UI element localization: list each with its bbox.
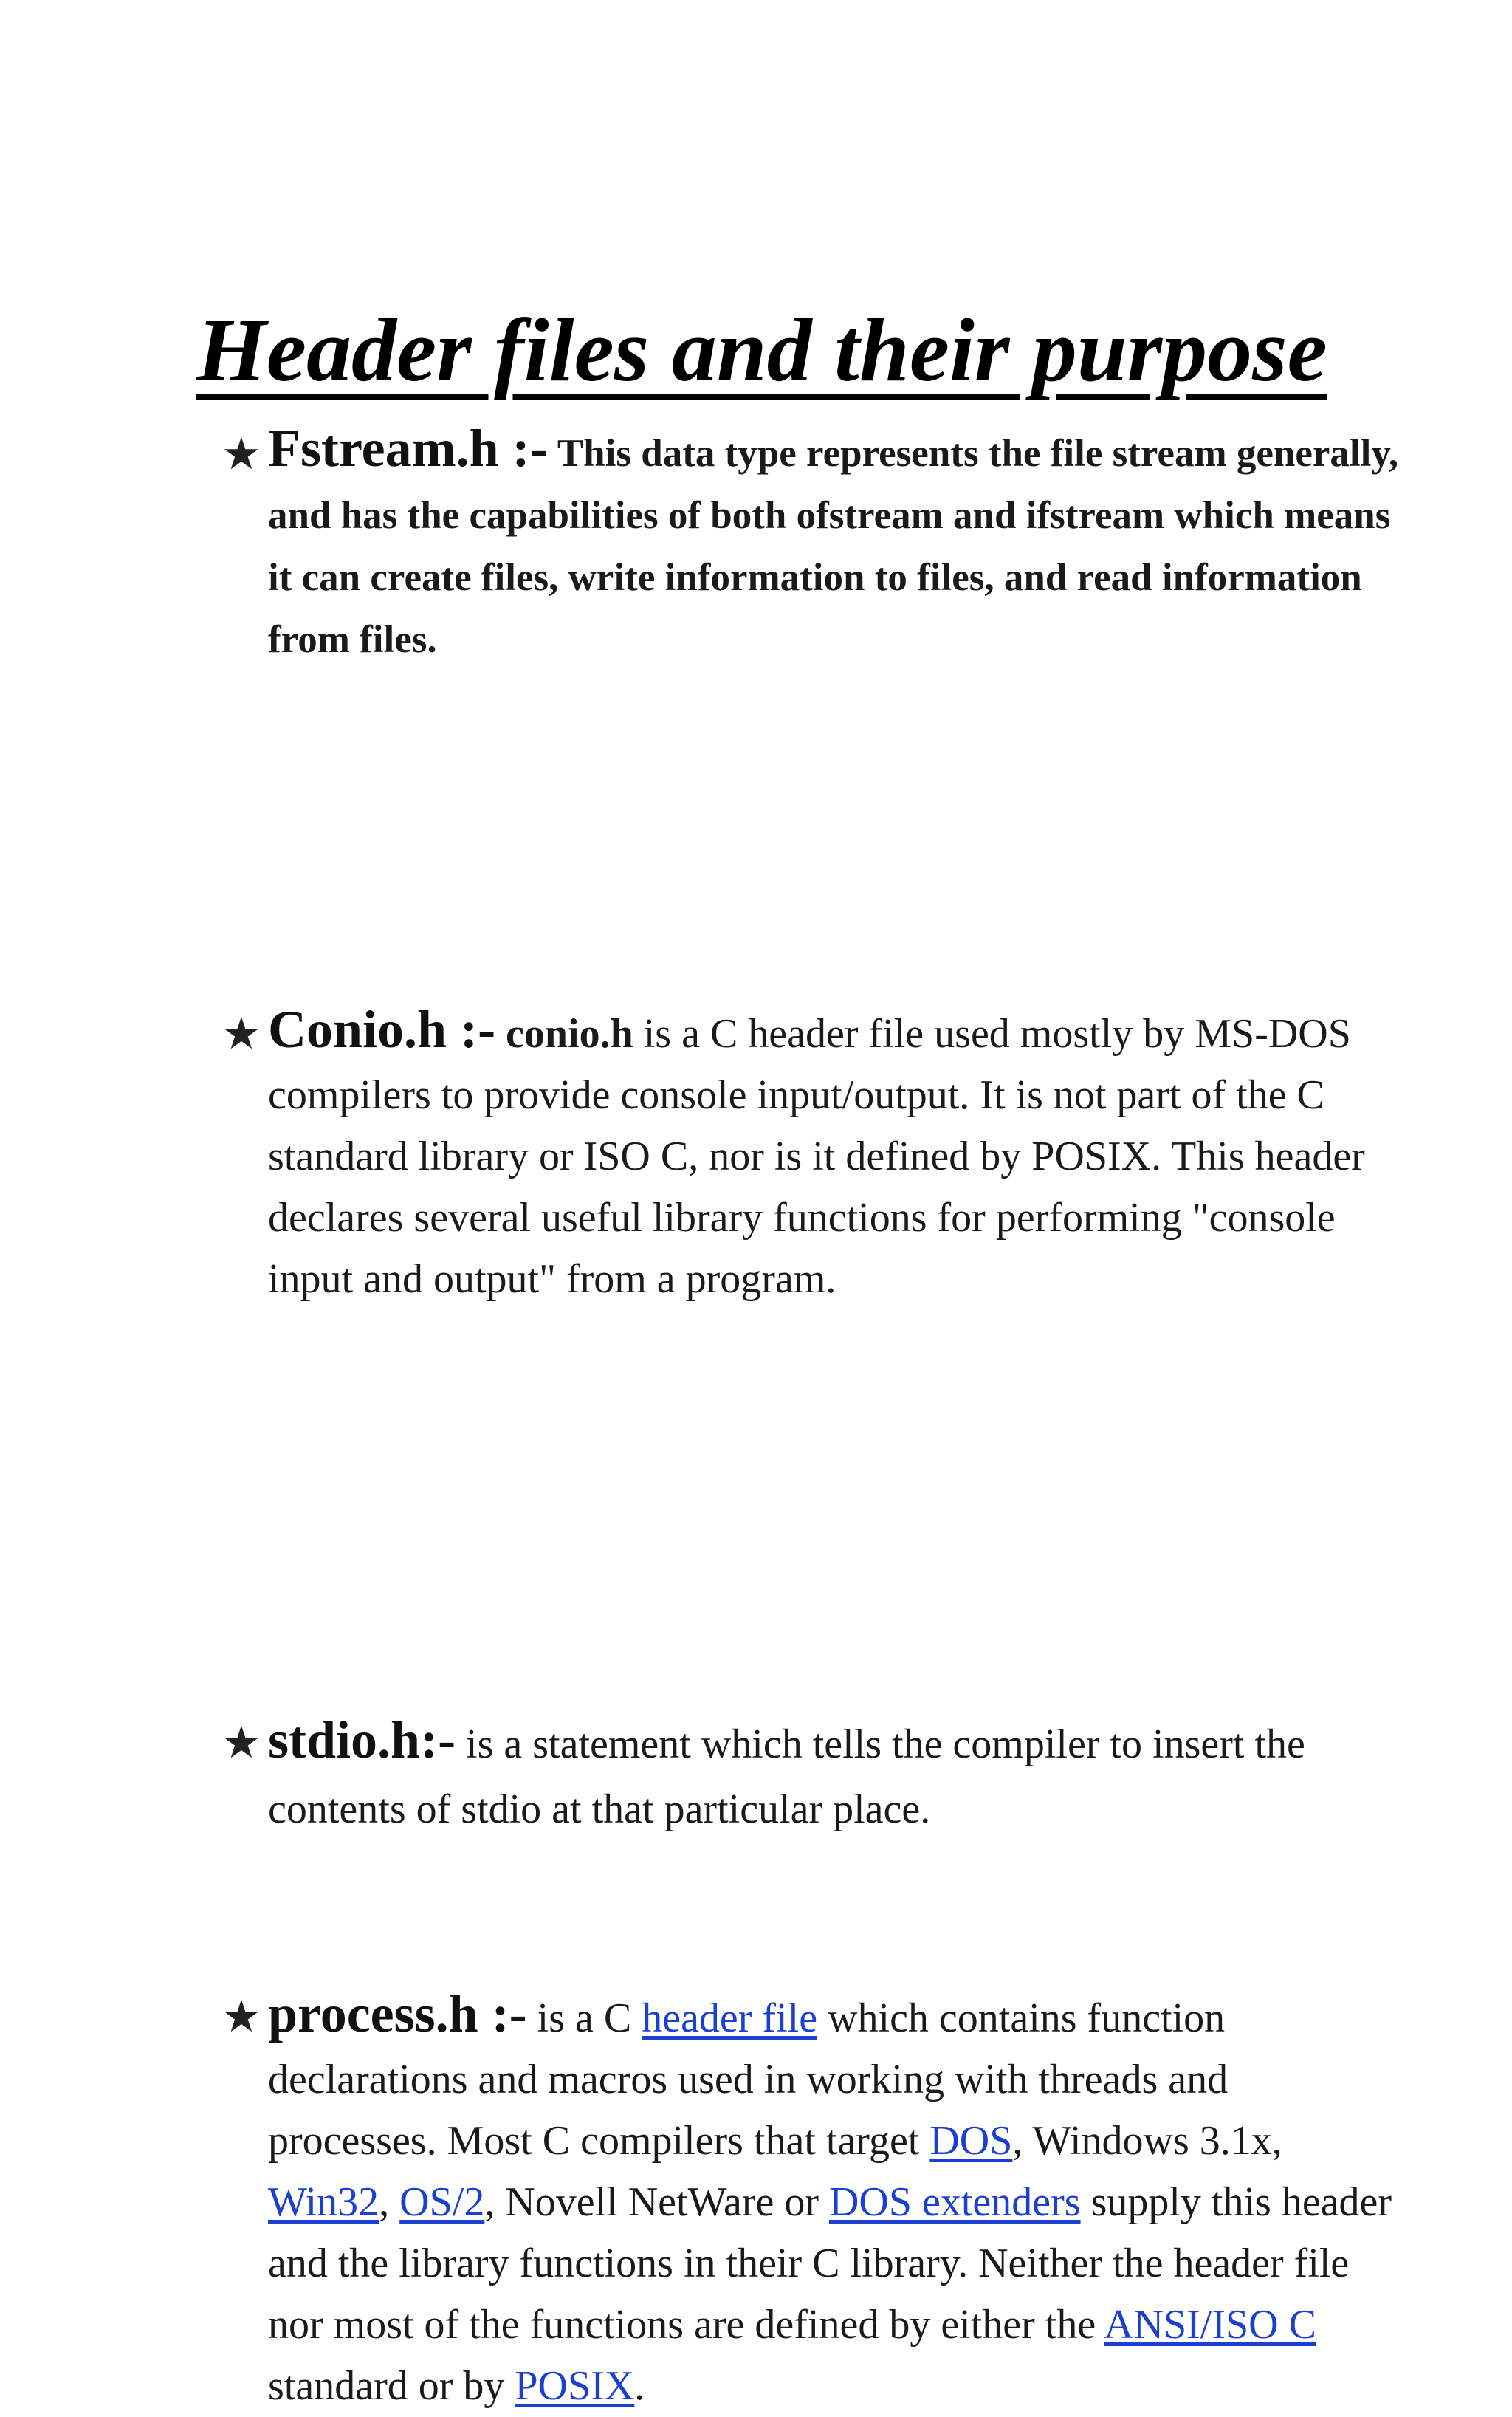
- item-text-segment: , Novell NetWare or: [484, 2179, 819, 2225]
- item-description: This data type represents the file stream generally, and has the capabilities of both ofstream and ifstream which means it can create files, write information to files, and read information from files.: [268, 432, 1399, 661]
- item-text-segment: .: [634, 2363, 645, 2409]
- item-text-segment: which contains function declarations and macros used in working with threads and processes. Most C compilers that target: [268, 1995, 1228, 2164]
- link-ansi-iso-c[interactable]: ANSI/ISO C: [1104, 2302, 1316, 2348]
- item-description: is a statement which tells the compiler to insert the contents of stdio at that particular place.: [268, 1721, 1305, 1832]
- star-bullet-icon: ★: [221, 1991, 261, 2043]
- item-text-segment: ,: [379, 2179, 390, 2225]
- list-item-stdio: [221, 1707, 1405, 1842]
- list-item-process: [221, 1984, 1405, 2417]
- link-os2[interactable]: OS/2: [399, 2179, 485, 2225]
- link-dos-extenders[interactable]: DOS extenders: [828, 2179, 1081, 2225]
- item-text-segment: is a C: [537, 1995, 632, 2041]
- item-text-segment: standard or by: [268, 2363, 505, 2409]
- item-term: Fstream.h :-: [268, 419, 548, 478]
- star-bullet-icon: ★: [221, 1717, 261, 1769]
- link-posix[interactable]: POSIX: [515, 2363, 635, 2409]
- page-title: Header files and their purpose: [196, 301, 1327, 400]
- item-term: Conio.h :-: [268, 1000, 496, 1059]
- item-term: stdio.h:-: [268, 1710, 456, 1769]
- link-dos[interactable]: DOS: [929, 2118, 1013, 2164]
- item-lead: conio.h: [506, 1011, 633, 1057]
- star-bullet-icon: ★: [221, 1008, 261, 1060]
- item-description: is a C header file used mostly by MS-DOS compilers to provide console input/output. It is not part of the C standard library or ISO C, nor is it defined by POSIX. This header declares several useful library functions for performing "console input and output" from a program.: [268, 1011, 1365, 1302]
- item-text-segment: , Windows 3.1x,: [1012, 2118, 1282, 2164]
- star-bullet-icon: ★: [221, 428, 261, 480]
- link-win32[interactable]: Win32: [268, 2179, 379, 2225]
- item-text-segment: supply this header and the library functions in their C library. Neither the header file nor most of the functions are defined by either the: [268, 2179, 1392, 2348]
- item-term: process.h :-: [268, 1984, 527, 2043]
- list-item-fstream: [221, 417, 1405, 671]
- link-header-file[interactable]: header file: [642, 1995, 818, 2041]
- list-item-conio: [221, 999, 1405, 1310]
